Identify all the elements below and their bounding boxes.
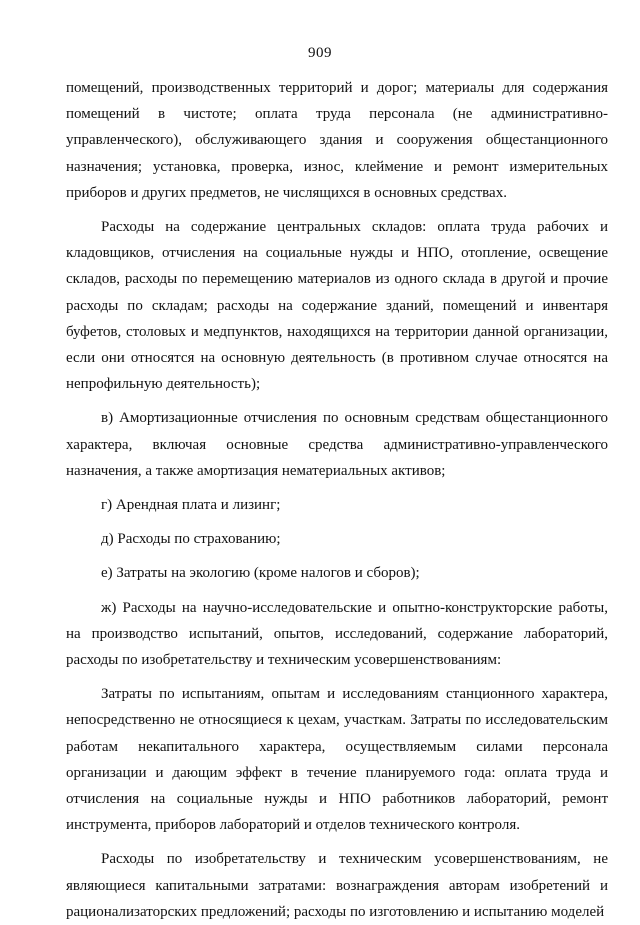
paragraph-central-warehouses: Расходы на содержание центральных складов: оплата труда рабочих и кладовщиков, отчисления на социальные нужды и НПО, отопление, освещение складов, расходы по перемещению материалов из одного склада в другой и прочие расходы по складам; расходы на содержание зданий, помещений и инвентаря буфетов, столовых и медпунктов, находящихся на территории данной организации, если они относятся на основную деятельность (в противном случае относятся на непрофильную деятельность); — [66, 219, 608, 393]
paragraph-premises-continuation: помещений, производственных территорий и дорог; материалы для содержания помещений в чистоте; оплата труда персонала (не административно-управленческого), обслуживающего здания и сооружения общестанционного назначения; установка, проверка, износ, клеймение и ремонт измерительных приборов и других предметов, не числящихся в основных средствах. — [66, 80, 608, 201]
page-number: 909 — [308, 45, 332, 61]
paragraph-item-d-insurance: д) Расходы по страхованию; — [101, 531, 281, 548]
paragraph-testing-costs: Затраты по испытаниям, опытам и исследованиям станционного характера, непосредственно не относящиеся к цехам, участкам. Затраты по исследовательским работам некапитального характера, осуществляемым силами персонала организации и дающим эффект в течение планируемого года: оплата труда и отчисления на социальные нужды и НПО работников лабораторий, ремонт инструмента, приборов лабораторий и отделов технического контроля. — [66, 686, 608, 834]
paragraph-item-g-rent-leasing: г) Арендная плата и лизинг; — [101, 497, 281, 514]
paragraph-item-v-depreciation: в) Амортизационные отчисления по основным средствам общестанционного характера, включая основные средства административно-управленческого назначения, а также амортизация нематериальных активов; — [66, 410, 608, 479]
paragraph-item-e-ecology: е) Затраты на экологию (кроме налогов и сборов); — [101, 565, 420, 582]
paragraph-invention-costs: Расходы по изобретательству и техническим усовершенствованиям, не являющиеся капитальными затратами: вознаграждения авторам изобретений и рационализаторских предложений; расходы по изготовлению и испытанию моделей — [66, 851, 608, 920]
paragraph-item-zh-research: ж) Расходы на научно-исследовательские и опытно-конструкторские работы, на производство испытаний, опытов, исследований, содержание лабораторий, расходы по изобретательству и техническим усовершенствованиям: — [66, 599, 608, 669]
document-body — [66, 75, 608, 925]
